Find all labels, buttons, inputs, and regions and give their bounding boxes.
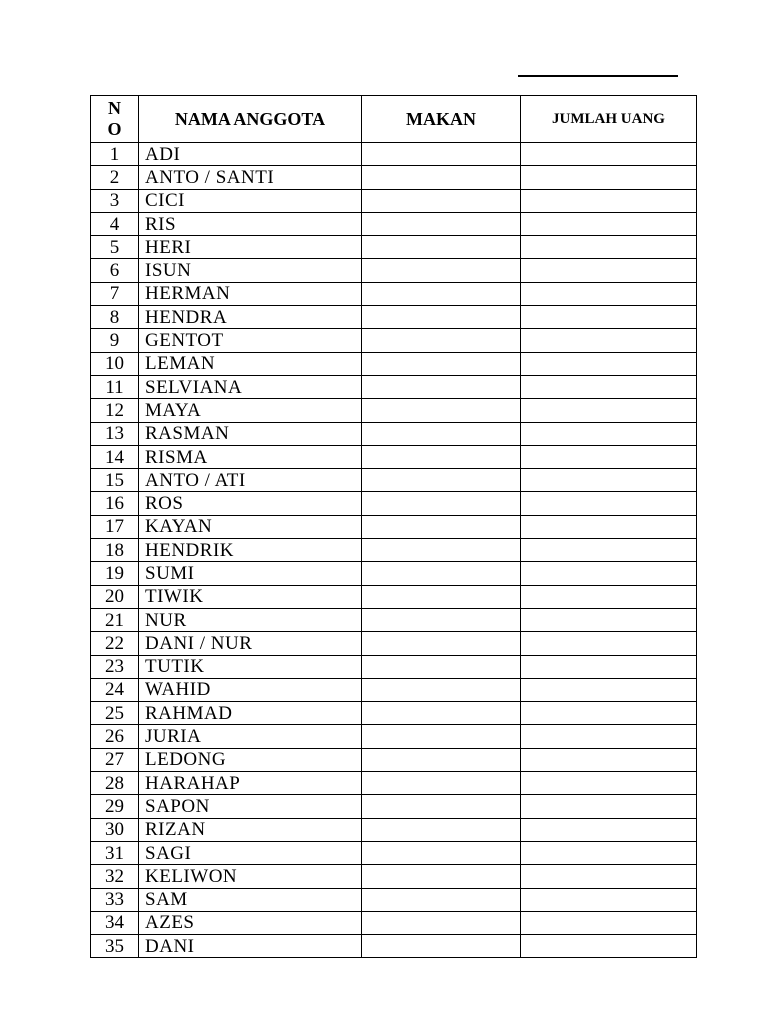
jumlah-uang-cell[interactable] [521,212,697,235]
table-row [91,678,697,701]
row-number: 15 [91,469,139,492]
row-number: 1 [91,143,139,166]
row-number: 29 [91,795,139,818]
makan-cell[interactable] [362,422,521,445]
member-name: HERMAN [139,282,362,305]
jumlah-uang-cell[interactable] [521,562,697,585]
jumlah-uang-cell[interactable] [521,818,697,841]
makan-cell[interactable] [362,143,521,166]
jumlah-uang-cell[interactable] [521,539,697,562]
jumlah-uang-cell[interactable] [521,143,697,166]
makan-cell[interactable] [362,445,521,468]
row-number: 5 [91,236,139,259]
makan-cell[interactable] [362,189,521,212]
row-number: 30 [91,818,139,841]
table-row [91,212,697,235]
table-row [91,492,697,515]
makan-cell[interactable] [362,469,521,492]
table-row [91,725,697,748]
jumlah-uang-cell[interactable] [521,795,697,818]
table-row [91,189,697,212]
row-number: 19 [91,562,139,585]
table-row [91,445,697,468]
makan-cell[interactable] [362,748,521,771]
makan-cell[interactable] [362,888,521,911]
header-no [91,96,139,143]
member-name: MAYA [139,399,362,422]
member-name: HARAHAP [139,772,362,795]
table-row [91,818,697,841]
makan-cell[interactable] [362,702,521,725]
member-name: TIWIK [139,585,362,608]
makan-cell[interactable] [362,772,521,795]
row-number: 27 [91,748,139,771]
member-name: DANI [139,935,362,958]
header-makan: MAKAN [362,96,521,143]
table-row [91,375,697,398]
member-name: ADI [139,143,362,166]
table-row [91,841,697,864]
row-number: 7 [91,282,139,305]
jumlah-uang-cell[interactable] [521,399,697,422]
table-row [91,166,697,189]
makan-cell[interactable] [362,678,521,701]
table-row [91,236,697,259]
makan-cell[interactable] [362,632,521,655]
jumlah-uang-cell[interactable] [521,608,697,631]
table-row [91,259,697,282]
member-name: RISMA [139,445,362,468]
member-name: KELIWON [139,865,362,888]
makan-cell[interactable] [362,259,521,282]
jumlah-uang-cell[interactable] [521,422,697,445]
makan-cell[interactable] [362,935,521,958]
jumlah-uang-cell[interactable] [521,911,697,934]
member-name: TUTIK [139,655,362,678]
member-table [90,95,697,958]
table-row [91,772,697,795]
row-number: 22 [91,632,139,655]
member-name: SELVIANA [139,375,362,398]
row-number: 9 [91,329,139,352]
row-number: 14 [91,445,139,468]
row-number: 18 [91,539,139,562]
table-row [91,888,697,911]
makan-cell[interactable] [362,841,521,864]
makan-cell[interactable] [362,655,521,678]
table-row [91,329,697,352]
member-name: RIS [139,212,362,235]
table-row [91,515,697,538]
member-name: SUMI [139,562,362,585]
row-number: 2 [91,166,139,189]
member-name: RAHMAD [139,702,362,725]
table-row [91,585,697,608]
member-name: LEMAN [139,352,362,375]
table-row [91,608,697,631]
makan-cell[interactable] [362,515,521,538]
row-number: 12 [91,399,139,422]
header-no-line1: N [108,98,121,118]
jumlah-uang-cell[interactable] [521,515,697,538]
member-name: HENDRA [139,306,362,329]
member-name: SAM [139,888,362,911]
row-number: 31 [91,841,139,864]
row-number: 26 [91,725,139,748]
member-name: NUR [139,608,362,631]
member-name: LEDONG [139,748,362,771]
row-number: 35 [91,935,139,958]
jumlah-uang-cell[interactable] [521,306,697,329]
jumlah-uang-cell[interactable] [521,935,697,958]
table-row [91,399,697,422]
makan-cell[interactable] [362,329,521,352]
jumlah-uang-cell[interactable] [521,282,697,305]
row-number: 32 [91,865,139,888]
makan-cell[interactable] [362,585,521,608]
makan-cell[interactable] [362,306,521,329]
makan-cell[interactable] [362,818,521,841]
table-row [91,655,697,678]
jumlah-uang-cell[interactable] [521,888,697,911]
row-number: 25 [91,702,139,725]
jumlah-uang-cell[interactable] [521,375,697,398]
member-name: JURIA [139,725,362,748]
jumlah-uang-cell[interactable] [521,352,697,375]
table-row [91,935,697,958]
jumlah-uang-cell[interactable] [521,166,697,189]
makan-cell[interactable] [362,212,521,235]
member-name: KAYAN [139,515,362,538]
row-number: 23 [91,655,139,678]
member-name: CICI [139,189,362,212]
jumlah-uang-cell[interactable] [521,772,697,795]
jumlah-uang-cell[interactable] [521,678,697,701]
row-number: 28 [91,772,139,795]
makan-cell[interactable] [362,492,521,515]
header-row [91,96,697,143]
makan-cell[interactable] [362,865,521,888]
row-number: 10 [91,352,139,375]
row-number: 33 [91,888,139,911]
header-nama-anggota: NAMA ANGGOTA [139,96,362,143]
jumlah-uang-cell[interactable] [521,329,697,352]
member-name: ANTO / SANTI [139,166,362,189]
makan-cell[interactable] [362,236,521,259]
jumlah-uang-cell[interactable] [521,585,697,608]
makan-cell[interactable] [362,608,521,631]
jumlah-uang-cell[interactable] [521,236,697,259]
table-row [91,865,697,888]
makan-cell[interactable] [362,352,521,375]
jumlah-uang-cell[interactable] [521,632,697,655]
jumlah-uang-cell[interactable] [521,865,697,888]
row-number: 34 [91,911,139,934]
jumlah-uang-cell[interactable] [521,492,697,515]
jumlah-uang-cell[interactable] [521,725,697,748]
row-number: 17 [91,515,139,538]
table-row [91,469,697,492]
table-row [91,539,697,562]
member-name: RIZAN [139,818,362,841]
makan-cell[interactable] [362,282,521,305]
row-number: 24 [91,678,139,701]
table-row [91,422,697,445]
makan-cell[interactable] [362,725,521,748]
header-jumlah-uang: JUMLAH UANG [521,96,697,143]
makan-cell[interactable] [362,399,521,422]
member-name: WAHID [139,678,362,701]
jumlah-uang-cell[interactable] [521,189,697,212]
table-row [91,702,697,725]
row-number: 20 [91,585,139,608]
table-row [91,282,697,305]
row-number: 4 [91,212,139,235]
member-name: AZES [139,911,362,934]
member-name: ROS [139,492,362,515]
jumlah-uang-cell[interactable] [521,259,697,282]
table-row [91,352,697,375]
makan-cell[interactable] [362,166,521,189]
member-name: HENDRIK [139,539,362,562]
jumlah-uang-cell[interactable] [521,748,697,771]
row-number: 3 [91,189,139,212]
row-number: 11 [91,375,139,398]
member-name: GENTOT [139,329,362,352]
header-no-line2: O [107,119,122,139]
jumlah-uang-cell[interactable] [521,469,697,492]
table-row [91,911,697,934]
table-body [91,143,697,958]
member-name: SAGI [139,841,362,864]
makan-cell[interactable] [362,539,521,562]
makan-cell[interactable] [362,375,521,398]
member-name: ANTO / ATI [139,469,362,492]
table-row [91,632,697,655]
jumlah-uang-cell[interactable] [521,655,697,678]
member-name: RASMAN [139,422,362,445]
makan-cell[interactable] [362,795,521,818]
table-row [91,562,697,585]
table-row [91,306,697,329]
date-blank-line [518,75,678,77]
table-row [91,748,697,771]
makan-cell[interactable] [362,911,521,934]
jumlah-uang-cell[interactable] [521,702,697,725]
table-row [91,143,697,166]
jumlah-uang-cell[interactable] [521,841,697,864]
row-number: 6 [91,259,139,282]
member-name: DANI / NUR [139,632,362,655]
row-number: 13 [91,422,139,445]
row-number: 16 [91,492,139,515]
row-number: 21 [91,608,139,631]
member-name: ISUN [139,259,362,282]
member-name: SAPON [139,795,362,818]
member-name: HERI [139,236,362,259]
row-number: 8 [91,306,139,329]
makan-cell[interactable] [362,562,521,585]
jumlah-uang-cell[interactable] [521,445,697,468]
table-row [91,795,697,818]
